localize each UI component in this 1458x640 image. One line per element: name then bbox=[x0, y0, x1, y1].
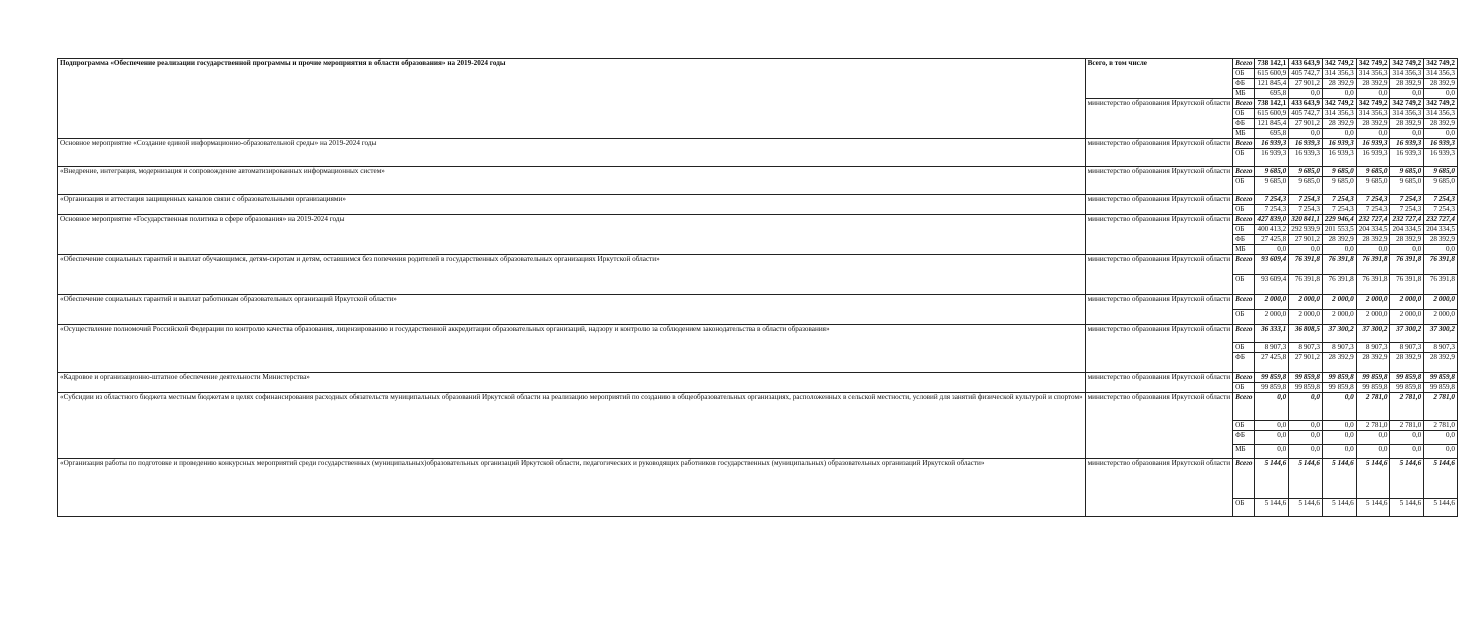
amount-cell: 2 781,0 bbox=[1356, 421, 1390, 431]
amount-cell: 5 144,6 bbox=[1390, 499, 1424, 517]
amount-cell: 314 356,3 bbox=[1390, 109, 1424, 119]
amount-cell: 0,0 bbox=[1289, 421, 1323, 431]
responsible-executor: министерство образования Иркутской области bbox=[1085, 139, 1233, 167]
measure-name: «Организация и аттестация защищенных каналов связи с образовательными организациями» bbox=[58, 195, 1086, 215]
amount-cell: 0,0 bbox=[1289, 129, 1323, 139]
funding-source: ОБ bbox=[1233, 225, 1255, 235]
table-row bbox=[58, 295, 1458, 310]
responsible-executor: министерство образования Иркутской области bbox=[1085, 295, 1233, 325]
amount-cell: 229 946,4 bbox=[1322, 215, 1356, 225]
amount-cell: 16 939,3 bbox=[1424, 139, 1458, 149]
amount-cell: 76 391,8 bbox=[1356, 255, 1390, 275]
amount-cell: 99 859,8 bbox=[1255, 373, 1289, 383]
amount-cell: 232 727,4 bbox=[1356, 215, 1390, 225]
amount-cell: 16 939,3 bbox=[1255, 139, 1289, 149]
funding-source: Всего bbox=[1233, 167, 1255, 177]
amount-cell: 99 859,8 bbox=[1289, 383, 1323, 393]
amount-cell: 7 254,3 bbox=[1356, 205, 1390, 215]
amount-cell: 9 685,0 bbox=[1424, 167, 1458, 177]
amount-cell: 314 356,3 bbox=[1424, 109, 1458, 119]
amount-cell: 27 425,8 bbox=[1255, 235, 1289, 245]
amount-cell: 2 000,0 bbox=[1390, 295, 1424, 310]
amount-cell: 0,0 bbox=[1322, 89, 1356, 99]
amount-cell: 2 000,0 bbox=[1322, 295, 1356, 310]
amount-cell: 121 845,4 bbox=[1255, 119, 1289, 129]
amount-cell: 28 392,9 bbox=[1390, 353, 1424, 373]
amount-cell: 0,0 bbox=[1390, 129, 1424, 139]
amount-cell: 342 749,2 bbox=[1322, 99, 1356, 109]
amount-cell: 2 781,0 bbox=[1356, 393, 1390, 421]
amount-cell: 7 254,3 bbox=[1390, 195, 1424, 205]
amount-cell: 342 749,2 bbox=[1356, 99, 1390, 109]
amount-cell: 232 727,4 bbox=[1390, 215, 1424, 225]
amount-cell: 5 144,6 bbox=[1322, 499, 1356, 517]
funding-source: ОБ bbox=[1233, 383, 1255, 393]
amount-cell: 9 685,0 bbox=[1322, 167, 1356, 177]
amount-cell: 0,0 bbox=[1390, 245, 1424, 255]
amount-cell: 28 392,9 bbox=[1322, 119, 1356, 129]
amount-cell: 28 392,9 bbox=[1424, 235, 1458, 245]
amount-cell: 204 334,5 bbox=[1424, 225, 1458, 235]
amount-cell: 9 685,0 bbox=[1356, 177, 1390, 195]
amount-cell: 0,0 bbox=[1424, 89, 1458, 99]
amount-cell: 0,0 bbox=[1322, 129, 1356, 139]
amount-cell: 738 142,1 bbox=[1255, 59, 1289, 69]
amount-cell: 9 685,0 bbox=[1390, 177, 1424, 195]
amount-cell: 8 907,3 bbox=[1356, 343, 1390, 353]
funding-source: Всего bbox=[1233, 255, 1255, 275]
funding-source: ФБ bbox=[1233, 353, 1255, 373]
amount-cell: 342 749,2 bbox=[1390, 99, 1424, 109]
amount-cell: 16 939,3 bbox=[1255, 149, 1289, 167]
table-row bbox=[58, 195, 1458, 205]
amount-cell: 433 643,9 bbox=[1289, 99, 1323, 109]
amount-cell: 9 685,0 bbox=[1289, 167, 1323, 177]
amount-cell: 2 000,0 bbox=[1424, 310, 1458, 325]
amount-cell: 2 000,0 bbox=[1255, 310, 1289, 325]
amount-cell: 201 553,5 bbox=[1322, 225, 1356, 235]
amount-cell: 405 742,7 bbox=[1289, 69, 1323, 79]
responsible-executor: министерство образования Иркутской области bbox=[1085, 215, 1233, 255]
amount-cell: 405 742,7 bbox=[1289, 109, 1323, 119]
amount-cell: 5 144,6 bbox=[1390, 459, 1424, 499]
amount-cell: 0,0 bbox=[1356, 431, 1390, 445]
amount-cell: 2 000,0 bbox=[1390, 310, 1424, 325]
amount-cell: 27 901,2 bbox=[1289, 119, 1323, 129]
amount-cell: 9 685,0 bbox=[1424, 177, 1458, 195]
amount-cell: 8 907,3 bbox=[1255, 343, 1289, 353]
amount-cell: 5 144,6 bbox=[1289, 499, 1323, 517]
amount-cell: 314 356,3 bbox=[1356, 109, 1390, 119]
amount-cell: 28 392,9 bbox=[1390, 119, 1424, 129]
amount-cell: 27 901,2 bbox=[1289, 79, 1323, 89]
amount-cell: 9 685,0 bbox=[1356, 167, 1390, 177]
amount-cell: 7 254,3 bbox=[1390, 205, 1424, 215]
funding-source: Всего bbox=[1233, 59, 1255, 69]
amount-cell: 738 142,1 bbox=[1255, 99, 1289, 109]
responsible-executor: министерство образования Иркутской области bbox=[1085, 195, 1233, 215]
amount-cell: 342 749,2 bbox=[1322, 59, 1356, 69]
amount-cell: 27 901,2 bbox=[1289, 353, 1323, 373]
amount-cell: 28 392,9 bbox=[1322, 353, 1356, 373]
funding-source: Всего bbox=[1233, 139, 1255, 149]
amount-cell: 99 859,8 bbox=[1322, 383, 1356, 393]
amount-cell: 204 334,5 bbox=[1390, 225, 1424, 235]
funding-source: ФБ bbox=[1233, 235, 1255, 245]
amount-cell: 2 781,0 bbox=[1424, 421, 1458, 431]
amount-cell: 99 859,8 bbox=[1322, 373, 1356, 383]
measure-name: Подпрограмма «Обеспечение реализации государственной программы и прочие мероприятия в области образования» на 2019-2024 годы bbox=[58, 59, 1086, 139]
table-row bbox=[58, 373, 1458, 383]
measure-name: «Осуществление полномочий Российской Федерации по контролю качества образования, лицензированию и государственной аккредитации образовательных организаций, надзору и контролю за соблюдением законодательства в области образования» bbox=[58, 325, 1086, 373]
amount-cell: 7 254,3 bbox=[1322, 195, 1356, 205]
funding-source: ОБ bbox=[1233, 499, 1255, 517]
amount-cell: 99 859,8 bbox=[1424, 383, 1458, 393]
amount-cell: 121 845,4 bbox=[1255, 79, 1289, 89]
responsible-executor: министерство образования Иркутской области bbox=[1085, 99, 1233, 139]
amount-cell: 16 939,3 bbox=[1322, 149, 1356, 167]
funding-source: ОБ bbox=[1233, 343, 1255, 353]
amount-cell: 9 685,0 bbox=[1390, 167, 1424, 177]
amount-cell: 99 859,8 bbox=[1390, 383, 1424, 393]
responsible-executor: министерство образования Иркутской области bbox=[1085, 373, 1233, 393]
amount-cell: 2 000,0 bbox=[1424, 295, 1458, 310]
amount-cell: 0,0 bbox=[1424, 129, 1458, 139]
amount-cell: 5 144,6 bbox=[1289, 459, 1323, 499]
funding-source: МБ bbox=[1233, 89, 1255, 99]
amount-cell: 76 391,8 bbox=[1289, 255, 1323, 275]
funding-source: ОБ bbox=[1233, 310, 1255, 325]
amount-cell: 0,0 bbox=[1356, 245, 1390, 255]
measure-name: «Обеспечение социальных гарантий и выплат обучающимся, детям-сиротам и детям, оставшимся без попечения родителей в государственных образовательных организациях Иркутской области» bbox=[58, 255, 1086, 295]
amount-cell: 7 254,3 bbox=[1322, 205, 1356, 215]
amount-cell: 615 600,9 bbox=[1255, 69, 1289, 79]
amount-cell: 0,0 bbox=[1322, 393, 1356, 421]
funding-source: Всего bbox=[1233, 195, 1255, 205]
funding-source: ОБ bbox=[1233, 149, 1255, 167]
funding-source: Всего bbox=[1233, 215, 1255, 225]
amount-cell: 0,0 bbox=[1322, 431, 1356, 445]
amount-cell: 76 391,8 bbox=[1356, 275, 1390, 295]
amount-cell: 0,0 bbox=[1424, 445, 1458, 459]
amount-cell: 76 391,8 bbox=[1390, 255, 1424, 275]
table-row bbox=[58, 255, 1458, 275]
responsible-executor: министерство образования Иркутской области bbox=[1085, 393, 1233, 459]
amount-cell: 5 144,6 bbox=[1424, 499, 1458, 517]
amount-cell: 0,0 bbox=[1322, 421, 1356, 431]
amount-cell: 16 939,3 bbox=[1390, 139, 1424, 149]
funding-source: Всего bbox=[1233, 459, 1255, 499]
responsible-executor: министерство образования Иркутской области bbox=[1085, 325, 1233, 373]
amount-cell: 5 144,6 bbox=[1255, 499, 1289, 517]
measure-name: «Обеспечение социальных гарантий и выплат работникам образовательных организаций Иркутской области» bbox=[58, 295, 1086, 325]
amount-cell: 0,0 bbox=[1356, 445, 1390, 459]
table-row bbox=[58, 215, 1458, 225]
amount-cell: 36 333,1 bbox=[1255, 325, 1289, 343]
funding-source: ОБ bbox=[1233, 109, 1255, 119]
amount-cell: 0,0 bbox=[1424, 245, 1458, 255]
amount-cell: 76 391,8 bbox=[1289, 275, 1323, 295]
funding-source: ОБ bbox=[1233, 421, 1255, 431]
amount-cell: 0,0 bbox=[1255, 431, 1289, 445]
amount-cell: 28 392,9 bbox=[1424, 79, 1458, 89]
amount-cell: 5 144,6 bbox=[1424, 459, 1458, 499]
amount-cell: 76 391,8 bbox=[1322, 275, 1356, 295]
amount-cell: 28 392,9 bbox=[1322, 79, 1356, 89]
amount-cell: 314 356,3 bbox=[1322, 69, 1356, 79]
amount-cell: 36 808,5 bbox=[1289, 325, 1323, 343]
funding-source: МБ bbox=[1233, 129, 1255, 139]
amount-cell: 0,0 bbox=[1322, 445, 1356, 459]
amount-cell: 314 356,3 bbox=[1424, 69, 1458, 79]
amount-cell: 400 413,2 bbox=[1255, 225, 1289, 235]
amount-cell: 37 300,2 bbox=[1356, 325, 1390, 343]
amount-cell: 232 727,4 bbox=[1424, 215, 1458, 225]
responsible-executor: министерство образования Иркутской области bbox=[1085, 459, 1233, 517]
amount-cell: 433 643,9 bbox=[1289, 59, 1323, 69]
amount-cell: 314 356,3 bbox=[1356, 69, 1390, 79]
amount-cell: 28 392,9 bbox=[1390, 79, 1424, 89]
budget-table bbox=[57, 58, 1458, 517]
amount-cell: 99 859,8 bbox=[1255, 383, 1289, 393]
amount-cell: 9 685,0 bbox=[1255, 177, 1289, 195]
amount-cell: 16 939,3 bbox=[1356, 149, 1390, 167]
funding-source: ОБ bbox=[1233, 205, 1255, 215]
table-row bbox=[58, 167, 1458, 177]
amount-cell: 16 939,3 bbox=[1424, 149, 1458, 167]
amount-cell: 0,0 bbox=[1289, 445, 1323, 459]
amount-cell: 28 392,9 bbox=[1356, 235, 1390, 245]
amount-cell: 16 939,3 bbox=[1356, 139, 1390, 149]
amount-cell: 7 254,3 bbox=[1424, 195, 1458, 205]
amount-cell: 292 939,9 bbox=[1289, 225, 1323, 235]
funding-source: ФБ bbox=[1233, 79, 1255, 89]
funding-source: МБ bbox=[1233, 445, 1255, 459]
amount-cell: 28 392,9 bbox=[1356, 353, 1390, 373]
amount-cell: 7 254,3 bbox=[1255, 205, 1289, 215]
amount-cell: 37 300,2 bbox=[1390, 325, 1424, 343]
measure-name: «Субсидии из областного бюджета местным бюджетам в целях софинансирования расходных обязательств муниципальных образований Иркутской области на реализацию мероприятий по созданию в общеобразовательных организациях, расположенных в сельской местности, условий для занятий физической культурой и спортом» bbox=[58, 393, 1086, 459]
funding-source: ОБ bbox=[1233, 275, 1255, 295]
amount-cell: 8 907,3 bbox=[1289, 343, 1323, 353]
amount-cell: 28 392,9 bbox=[1356, 119, 1390, 129]
amount-cell: 99 859,8 bbox=[1390, 373, 1424, 383]
amount-cell: 2 781,0 bbox=[1390, 393, 1424, 421]
amount-cell: 9 685,0 bbox=[1289, 177, 1323, 195]
amount-cell: 320 841,1 bbox=[1289, 215, 1323, 225]
amount-cell: 76 391,8 bbox=[1322, 255, 1356, 275]
amount-cell: 0,0 bbox=[1255, 245, 1289, 255]
amount-cell: 28 392,9 bbox=[1322, 235, 1356, 245]
amount-cell: 2 000,0 bbox=[1255, 295, 1289, 310]
amount-cell: 0,0 bbox=[1390, 431, 1424, 445]
responsible-executor: министерство образования Иркутской области bbox=[1085, 167, 1233, 195]
amount-cell: 8 907,3 bbox=[1424, 343, 1458, 353]
amount-cell: 0,0 bbox=[1390, 89, 1424, 99]
amount-cell: 99 859,8 bbox=[1424, 373, 1458, 383]
funding-source: Всего bbox=[1233, 99, 1255, 109]
amount-cell: 9 685,0 bbox=[1255, 167, 1289, 177]
responsible-executor: министерство образования Иркутской области bbox=[1085, 255, 1233, 295]
funding-source: ОБ bbox=[1233, 69, 1255, 79]
amount-cell: 5 144,6 bbox=[1356, 459, 1390, 499]
amount-cell: 0,0 bbox=[1255, 393, 1289, 421]
amount-cell: 8 907,3 bbox=[1390, 343, 1424, 353]
amount-cell: 314 356,3 bbox=[1322, 109, 1356, 119]
amount-cell: 0,0 bbox=[1255, 445, 1289, 459]
amount-cell: 695,8 bbox=[1255, 89, 1289, 99]
amount-cell: 16 939,3 bbox=[1390, 149, 1424, 167]
amount-cell: 7 254,3 bbox=[1424, 205, 1458, 215]
amount-cell: 16 939,3 bbox=[1289, 149, 1323, 167]
amount-cell: 342 749,2 bbox=[1424, 99, 1458, 109]
amount-cell: 7 254,3 bbox=[1356, 195, 1390, 205]
amount-cell: 37 300,2 bbox=[1322, 325, 1356, 343]
amount-cell: 2 781,0 bbox=[1390, 421, 1424, 431]
table-row bbox=[58, 59, 1458, 69]
amount-cell: 5 144,6 bbox=[1255, 459, 1289, 499]
funding-source: Всего bbox=[1233, 325, 1255, 343]
amount-cell: 27 901,2 bbox=[1289, 235, 1323, 245]
funding-source: ОБ bbox=[1233, 177, 1255, 195]
amount-cell: 0,0 bbox=[1289, 431, 1323, 445]
amount-cell: 5 144,6 bbox=[1322, 459, 1356, 499]
table-row bbox=[58, 459, 1458, 499]
amount-cell: 2 000,0 bbox=[1356, 295, 1390, 310]
amount-cell: 99 859,8 bbox=[1356, 373, 1390, 383]
amount-cell: 342 749,2 bbox=[1390, 59, 1424, 69]
amount-cell: 28 392,9 bbox=[1356, 79, 1390, 89]
table-row bbox=[58, 139, 1458, 149]
amount-cell: 2 781,0 bbox=[1424, 393, 1458, 421]
amount-cell: 16 939,3 bbox=[1289, 139, 1323, 149]
funding-source: МБ bbox=[1233, 245, 1255, 255]
funding-source: ФБ bbox=[1233, 119, 1255, 129]
amount-cell: 427 839,0 bbox=[1255, 215, 1289, 225]
amount-cell: 7 254,3 bbox=[1289, 195, 1323, 205]
amount-cell: 0,0 bbox=[1356, 89, 1390, 99]
funding-source: ФБ bbox=[1233, 431, 1255, 445]
amount-cell: 2 000,0 bbox=[1289, 310, 1323, 325]
amount-cell: 2 000,0 bbox=[1356, 310, 1390, 325]
measure-name: «Внедрение, интеграция, модернизация и сопровождение автоматизированных информационных систем» bbox=[58, 167, 1086, 195]
amount-cell: 76 391,8 bbox=[1424, 255, 1458, 275]
amount-cell: 8 907,3 bbox=[1322, 343, 1356, 353]
amount-cell: 0,0 bbox=[1289, 393, 1323, 421]
amount-cell: 7 254,3 bbox=[1289, 205, 1323, 215]
table-row bbox=[58, 325, 1458, 343]
amount-cell: 0,0 bbox=[1255, 421, 1289, 431]
amount-cell: 695,8 bbox=[1255, 129, 1289, 139]
amount-cell: 76 391,8 bbox=[1424, 275, 1458, 295]
amount-cell: 28 392,9 bbox=[1424, 353, 1458, 373]
amount-cell: 5 144,6 bbox=[1356, 499, 1390, 517]
table-row bbox=[58, 393, 1458, 421]
amount-cell: 27 425,8 bbox=[1255, 353, 1289, 373]
amount-cell: 99 859,8 bbox=[1289, 373, 1323, 383]
amount-cell: 93 609,4 bbox=[1255, 275, 1289, 295]
amount-cell: 16 939,3 bbox=[1322, 139, 1356, 149]
funding-source: Всего bbox=[1233, 373, 1255, 383]
amount-cell: 0,0 bbox=[1289, 89, 1323, 99]
amount-cell: 0,0 bbox=[1356, 129, 1390, 139]
amount-cell: 0,0 bbox=[1322, 245, 1356, 255]
amount-cell: 9 685,0 bbox=[1322, 177, 1356, 195]
amount-cell: 99 859,8 bbox=[1356, 383, 1390, 393]
measure-name: «Кадровое и организационно-штатное обеспечение деятельности Министерства» bbox=[58, 373, 1086, 393]
amount-cell: 314 356,3 bbox=[1390, 69, 1424, 79]
funding-source: Всего bbox=[1233, 295, 1255, 310]
measure-name: Основное мероприятие «Создание единой информационно-образовательной среды» на 2019-2024 годы bbox=[58, 139, 1086, 167]
amount-cell: 28 392,9 bbox=[1424, 119, 1458, 129]
amount-cell: 0,0 bbox=[1289, 245, 1323, 255]
amount-cell: 204 334,5 bbox=[1356, 225, 1390, 235]
amount-cell: 342 749,2 bbox=[1424, 59, 1458, 69]
measure-name: «Организация работы по подготовке и проведению конкурсных мероприятий среди государственных (муниципальных)образовательных организаций Иркутской области, педагогических и руководящих работников государственных (муниципальных) образовательных организаций Иркутской области» bbox=[58, 459, 1086, 517]
amount-cell: 7 254,3 bbox=[1255, 195, 1289, 205]
amount-cell: 2 000,0 bbox=[1322, 310, 1356, 325]
amount-cell: 0,0 bbox=[1390, 445, 1424, 459]
amount-cell: 37 300,2 bbox=[1424, 325, 1458, 343]
amount-cell: 615 600,9 bbox=[1255, 109, 1289, 119]
amount-cell: 2 000,0 bbox=[1289, 295, 1323, 310]
amount-cell: 93 609,4 bbox=[1255, 255, 1289, 275]
funding-source: Всего bbox=[1233, 393, 1255, 421]
amount-cell: 342 749,2 bbox=[1356, 59, 1390, 69]
amount-cell: 0,0 bbox=[1424, 431, 1458, 445]
amount-cell: 28 392,9 bbox=[1390, 235, 1424, 245]
amount-cell: 76 391,8 bbox=[1390, 275, 1424, 295]
responsible-executor: Всего, в том числе bbox=[1085, 59, 1233, 99]
measure-name: Основное мероприятие «Государственная политика в сфере образования» на 2019-2024 годы bbox=[58, 215, 1086, 255]
